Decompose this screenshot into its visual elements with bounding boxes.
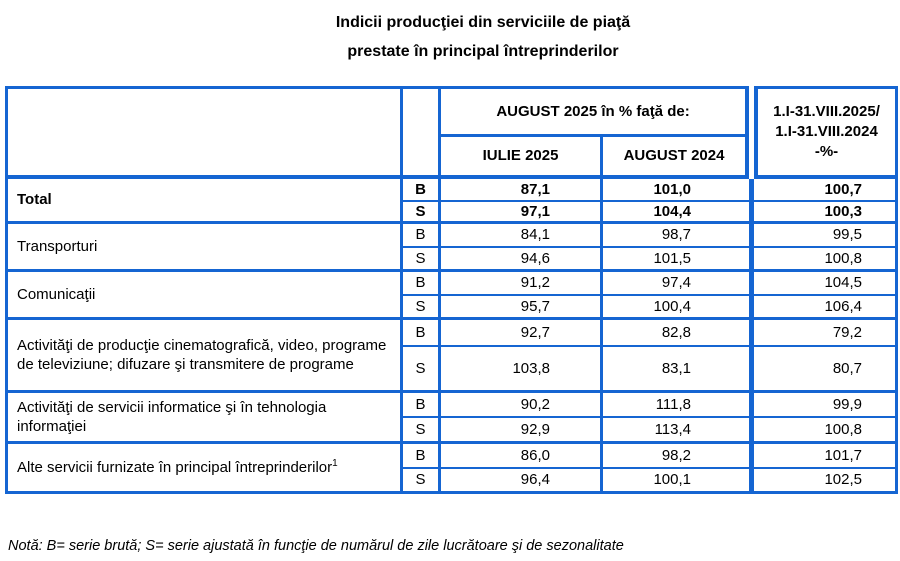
header-cumulative (752, 88, 897, 177)
value-cell: 92,7 (440, 319, 602, 346)
row-label: Alte servicii furnizate în principal întreprinderilor$^1$ (7, 443, 402, 493)
series-code-cell: S (402, 201, 440, 223)
row-label-footnote-ref: 1 (332, 458, 338, 469)
value-cell: 104,4 (602, 201, 752, 223)
page-title-line2: prestate în principal întreprinderilor (347, 43, 619, 60)
value-cell: 90,2 (440, 392, 602, 417)
header-august-2025-vs: AUGUST 2025 în % faţă de: (440, 88, 752, 136)
value-cell: 96,4 (440, 468, 602, 493)
value-cell: 111,8 (602, 392, 752, 417)
table-row (7, 319, 897, 346)
page-title (0, 8, 900, 66)
series-code-cell: S (402, 346, 440, 392)
row-label: Transporturi (7, 223, 402, 271)
table-row (7, 223, 897, 247)
row-label: Total (7, 177, 402, 223)
row-label: Comunicaţii (7, 271, 402, 319)
value-cell: 100,3 (752, 201, 897, 223)
value-cell: 80,7 (752, 346, 897, 392)
value-cell: 91,2 (440, 271, 602, 295)
value-cell: 113,4 (602, 417, 752, 443)
series-code-cell: B (402, 319, 440, 346)
header-activity-blank (7, 88, 402, 177)
value-cell: 101,5 (602, 247, 752, 271)
value-cell: 82,8 (602, 319, 752, 346)
header-august-2024: AUGUST 2024 (602, 136, 752, 177)
value-cell: 100,7 (752, 177, 897, 201)
table-header (7, 88, 897, 177)
value-cell: 98,2 (602, 443, 752, 468)
value-cell: 97,4 (602, 271, 752, 295)
header-series-blank (402, 88, 440, 177)
value-cell: 97,1 (440, 201, 602, 223)
value-cell: 102,5 (752, 468, 897, 493)
value-cell: 79,2 (752, 319, 897, 346)
value-cell: 83,1 (602, 346, 752, 392)
table-row (7, 177, 897, 201)
header-cumulative-line3: -%- (814, 142, 839, 160)
value-cell: 101,0 (602, 177, 752, 201)
value-cell: 100,8 (752, 417, 897, 443)
value-cell: 104,5 (752, 271, 897, 295)
value-cell: 100,1 (602, 468, 752, 493)
value-cell: 92,9 (440, 417, 602, 443)
row-label: Activităţi de servicii informatice şi în tehnologia informaţiei (7, 392, 402, 443)
value-cell: 106,4 (752, 295, 897, 319)
value-cell: 98,7 (602, 223, 752, 247)
series-code-cell: S (402, 295, 440, 319)
row-label: Activităţi de producţie cinematografică, video, programe de televiziune; difuzare şi transmitere de programe (7, 319, 402, 392)
table-row (7, 392, 897, 417)
value-cell: 94,6 (440, 247, 602, 271)
value-cell: 100,4 (602, 295, 752, 319)
series-code-cell: S (402, 247, 440, 271)
table-row (7, 271, 897, 295)
indices-table (5, 86, 898, 494)
value-cell: 95,7 (440, 295, 602, 319)
value-cell: 100,8 (752, 247, 897, 271)
value-cell: 101,7 (752, 443, 897, 468)
series-code-cell: B (402, 223, 440, 247)
value-cell: 99,9 (752, 392, 897, 417)
table-body (7, 177, 897, 493)
series-code-cell: B (402, 271, 440, 295)
table-row (7, 443, 897, 468)
header-iulie-2025: IULIE 2025 (440, 136, 602, 177)
header-cumulative-line2: 1.I-31.VIII.2024 (775, 122, 878, 140)
value-cell: 87,1 (440, 177, 602, 201)
header-cumulative-line1: 1.I-31.VIII.2025/ (773, 102, 880, 120)
series-code-cell: B (402, 177, 440, 201)
series-code-cell: S (402, 468, 440, 493)
value-cell: 99,5 (752, 223, 897, 247)
series-code-cell: B (402, 443, 440, 468)
series-code-cell: B (402, 392, 440, 417)
footnote: Notă: B= serie brută; S= serie ajustată în funcţie de numărul de zile lucrătoare şi de sezonalitate (8, 538, 624, 554)
page-title-line1: Indicii producţiei din serviciile de piaţă (335, 14, 631, 31)
series-code-cell: S (402, 417, 440, 443)
value-cell: 103,8 (440, 346, 602, 392)
value-cell: 86,0 (440, 443, 602, 468)
value-cell: 84,1 (440, 223, 602, 247)
